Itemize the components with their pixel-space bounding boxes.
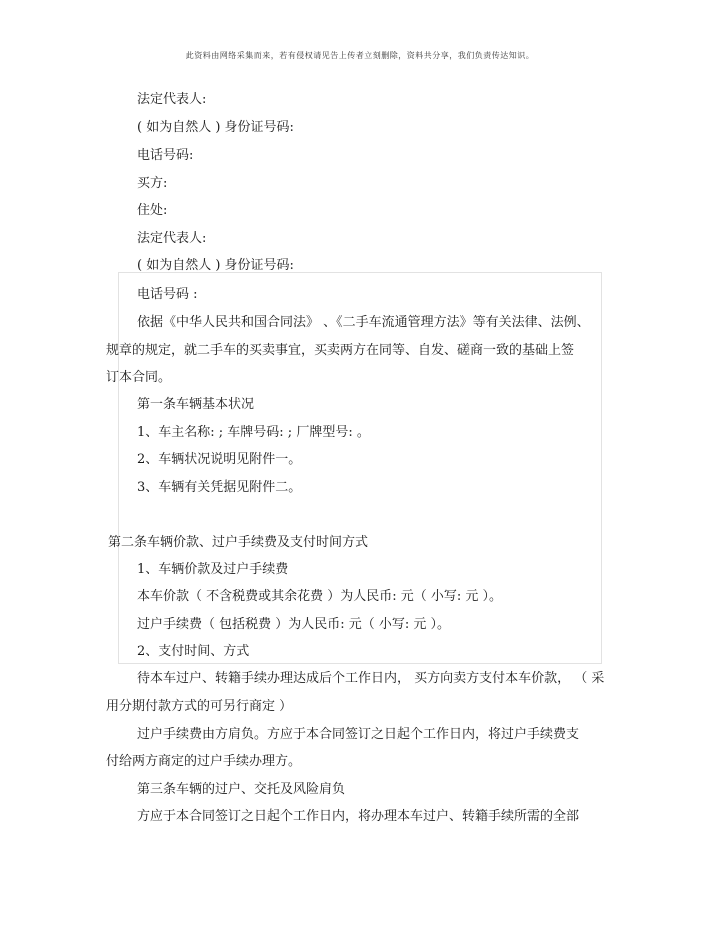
article-1-item-2: 2、车辆状况说明见附件一。 — [137, 452, 302, 467]
transfer-fee-line-2: 付给两方商定的过户手续办理方。 — [106, 754, 302, 769]
article-2-item-1: 1、车辆价款及过户手续费 — [137, 562, 289, 577]
preamble-line-2: 规章的规定，就二手车的买卖事宜，买卖两方在同等、自发、磋商一致的基础上签 — [106, 343, 575, 358]
buyer-address: 住处: — [137, 203, 168, 218]
article-1-item-3: 3、车辆有关凭据见附件二。 — [137, 480, 302, 495]
article-2-item-2: 2、支付时间、方式 — [137, 644, 250, 659]
transfer-fee-line-1: 过户手续费由方肩负。方应于本合同签订之日起个工作日内，将过户手续费支 — [137, 727, 580, 742]
article-1-item-1: 1、车主名称: ; 车牌号码: ; 厂牌型号: 。 — [137, 425, 370, 440]
buyer-id-number: ( 如为自然人 ) 身份证号码: — [137, 258, 294, 273]
header-watermark: 此资料由网络采集而来，若有侵权请见告上传者立刻删除，资料共分享，我们负责传达知识。 — [185, 51, 535, 60]
buyer-phone: 电话号码 : — [137, 287, 198, 302]
seller-phone: 电话号码: — [137, 148, 194, 163]
seller-id-number: ( 如为自然人 ) 身份证号码: — [137, 120, 294, 135]
article-3-line-1: 方应于本合同签订之日起个工作日内，将办理本车过户、转籍手续所需的全部 — [137, 809, 580, 824]
preamble-line-1: 依据《中华人民共和国合同法》 、《二手车流通管理方法》等有关法律、法例、 — [137, 315, 590, 330]
vehicle-price: 本车价款（ 不含税费或其余花费 ）为人民币: 元（ 小写: 元 ）。 — [137, 589, 503, 604]
article-3-heading: 第三条车辆的过户、交托及风险肩负 — [137, 782, 346, 797]
buyer-label: 买方: — [137, 176, 168, 191]
buyer-legal-rep: 法定代表人: — [137, 231, 207, 246]
seller-legal-rep: 法定代表人: — [137, 92, 207, 107]
article-1-heading: 第一条车辆基本状况 — [137, 397, 255, 412]
payment-terms-line-1: 待本车过户、转籍手续办理达成后个工作日内， 买方向卖方支付本车价款， （ 采 — [137, 671, 605, 686]
preamble-line-3: 订本合同。 — [106, 370, 172, 385]
transfer-fee: 过户手续费（ 包括税费 ）为人民币: 元（ 小写: 元 ）。 — [137, 617, 451, 632]
payment-terms-line-2: 用分期付款方式的可另行商定 ） — [106, 699, 293, 714]
article-2-heading: 第二条车辆价款、过户手续费及支付时间方式 — [108, 535, 369, 550]
